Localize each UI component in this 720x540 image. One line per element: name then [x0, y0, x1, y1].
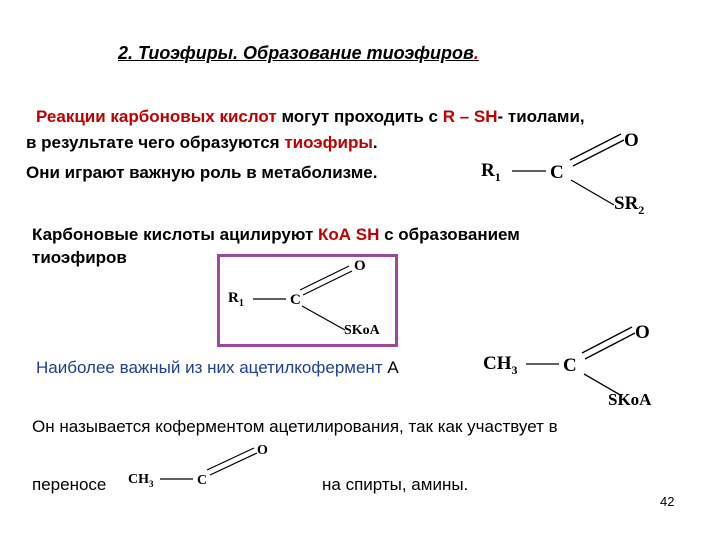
formula4-oxygen: O	[257, 443, 268, 458]
formula4-ch-subscript: 3	[149, 478, 154, 489]
formula4-ch-symbol: CH	[128, 472, 149, 487]
para1-line2-end: .	[372, 133, 378, 152]
para1-text-end: - тиолами,	[497, 107, 585, 126]
formula3-ch-symbol: CH	[483, 353, 512, 374]
para2-text: Карбоновые кислоты ацилируют	[32, 225, 318, 244]
para1-line2-text: в результате чего образуются	[26, 133, 285, 152]
title-text: 2. Тиоэфиры. Образование тиоэфиров	[118, 43, 474, 63]
para1-term-reactions: Реакции карбоновых кислот	[36, 107, 277, 126]
formula1-sr-symbol: SR	[614, 193, 639, 214]
para5-start: переносе	[32, 475, 107, 494]
formula1-oxygen: O	[624, 130, 639, 151]
formula4-carbon: C	[197, 473, 208, 488]
formula2-r-symbol: R	[228, 290, 239, 306]
formula3-carbon: C	[563, 355, 577, 376]
page-number: 42	[660, 494, 675, 509]
para1-term-thioesters: тиоэфиры	[284, 133, 373, 152]
formula2-carbon: C	[290, 292, 301, 308]
para1-line3: Они играют важную роль в метаболизме.	[26, 163, 378, 182]
formula3-ch-subscript: 3	[511, 362, 518, 377]
formula3-oxygen: O	[635, 322, 650, 343]
formula1-sr-subscript: 2	[638, 202, 645, 217]
para3-text: Наиболее важный из них ацетилкофермент	[36, 358, 388, 377]
formula2-oxygen: O	[354, 258, 366, 274]
para1-term-thiol: R – SH	[442, 107, 498, 126]
para2-term-koa: КоА SH	[318, 225, 380, 244]
formula2-r-subscript: 1	[238, 298, 244, 309]
formula1-r-subscript: 1	[494, 169, 501, 184]
para4-line: Он называется коферментом ацетилирования, так как участвует в	[32, 417, 558, 436]
para5-end: на спирты, амины.	[322, 475, 469, 494]
para3-letter: А	[387, 358, 399, 377]
para1-text: могут проходить с	[276, 107, 443, 126]
formula1-r-symbol: R	[481, 160, 495, 181]
title-dot: .	[473, 43, 479, 63]
para2-text-end: с образованием	[379, 225, 520, 244]
formula3-skoa: SKoA	[608, 390, 652, 409]
formula2-skoa: SKoA	[344, 323, 380, 338]
para2-line2: тиоэфиров	[32, 248, 127, 267]
formula1-carbon: C	[550, 162, 564, 183]
